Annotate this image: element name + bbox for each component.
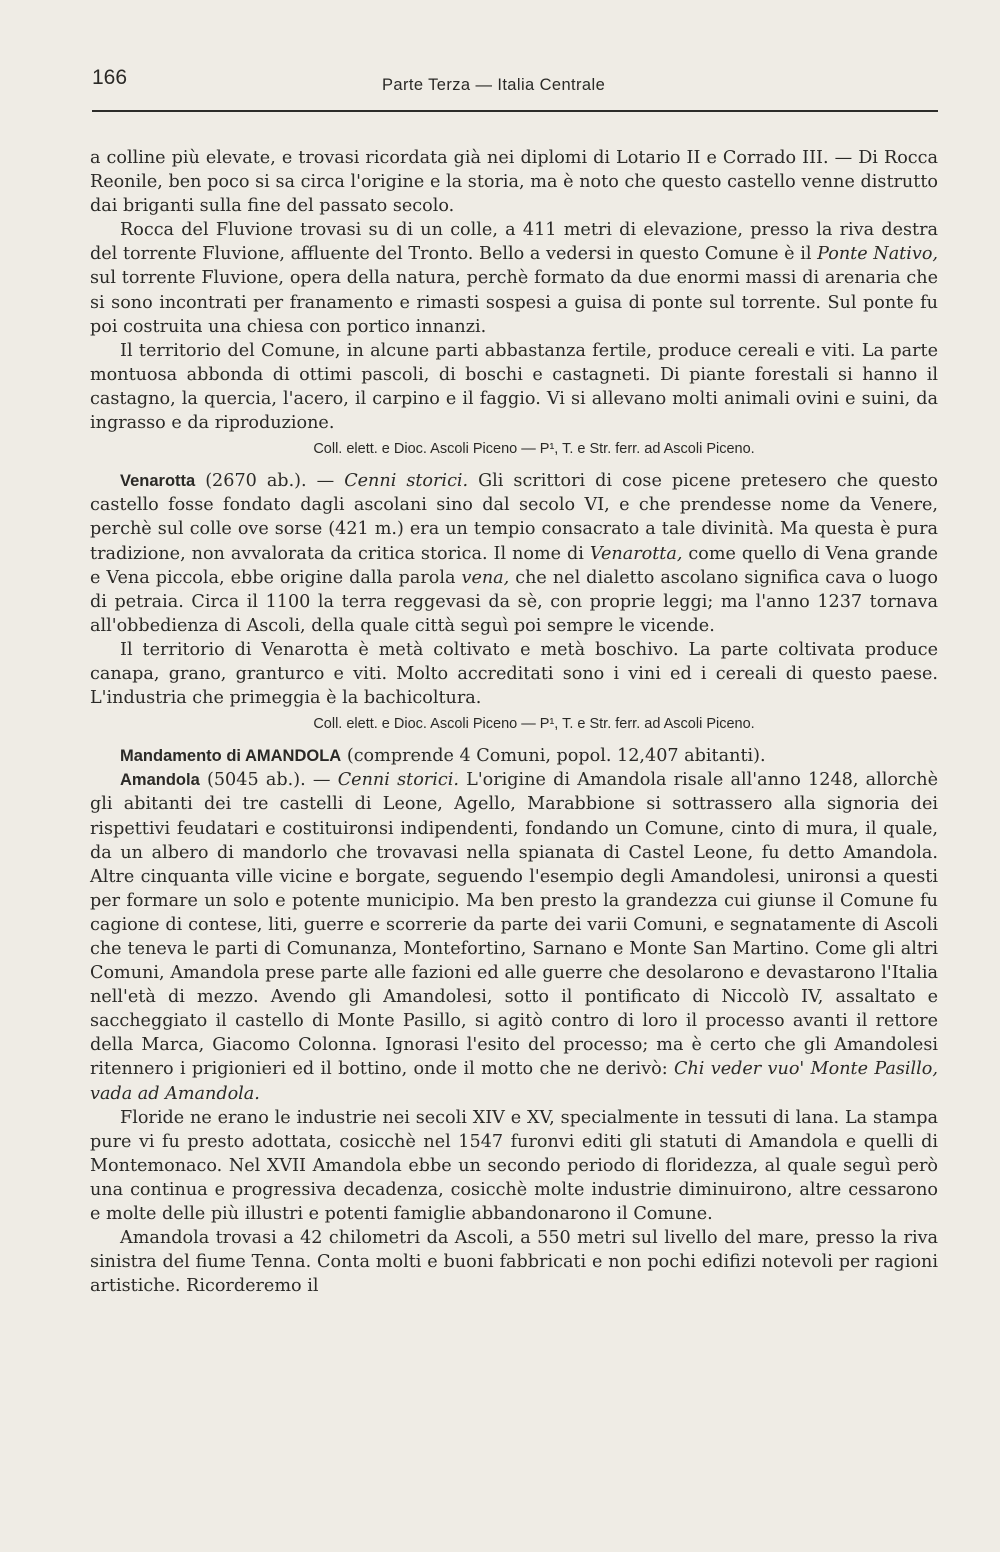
page-number: 166 [92, 66, 128, 89]
body-text [90, 146, 938, 1298]
entry-name-amandola: Amandola [120, 771, 200, 790]
paragraph-rocca-fluvione: Rocca del Fluvione trovasi su di un colle, a 411 metri di elevazione, presso la riva destra del torrente Fluvione, affluente del Tronto. Bello a vedersi in questo Comune è il Ponte Nativo, sul torrente Fluvione, opera della natura, perchè formato da due enormi massi di arenaria che si sono incontrati per franamento e rimasti sospesi a guisa di ponte sul torrente. Sul ponte fu poi costruita una chiesa con portico innanzi. [90, 220, 939, 337]
motto-italic: Chi veder vuo' Monte Pasillo, vada ad Amandola. [90, 1059, 938, 1104]
mandamento-heading: Mandamento di AMANDOLA (comprende 4 Comuni, popol. 12,407 abitanti). [120, 746, 766, 767]
collegio-note-2: Coll. elett. e Dioc. Ascoli Piceno — P¹, T. e Str. ferr. ad Ascoli Piceno. [313, 716, 755, 733]
page-header [92, 66, 938, 100]
collegio-note-1: Coll. elett. e Dioc. Ascoli Piceno — P¹, T. e Str. ferr. ad Ascoli Piceno. [313, 441, 755, 458]
paragraph-rocca-reonile: a colline più elevate, e trovasi ricordata già nei diplomi di Lotario II e Corrado III. — Di Rocca Reonile, ben poco si sa circa l'origine e la storia, ma è noto che questo castello venne distrutto dai briganti sulla fine del passato secolo. [90, 148, 938, 217]
cenni-storici-label: Cenni storici. [344, 471, 469, 492]
paragraph-territorio-rocca: Il territorio del Comune, in alcune parti abbastanza fertile, produce cereali e viti. La parte montuosa abbonda di ottimi pascoli, di boschi e castagneti. Di piante forestali si hanno il castagno, la quercia, l'acero, il carpino e il faggio. Vi si allevano molti animali ovini e suini, da ingrasso e da riproduzione. [90, 340, 938, 434]
entry-name-venarotta: Venarotta [120, 472, 196, 491]
paragraph-territorio-venarotta: Il territorio di Venarotta è metà coltivato e metà boschivo. La parte coltivata produce canapa, grano, granturco e viti. Molto accreditati sono i vini ed i cereali di questo paese. L'industria che primeggia è la bachicoltura. [90, 639, 938, 709]
ponte-nativo-italic: Ponte Nativo, [817, 244, 939, 265]
mandamento-name: AMANDOLA [244, 747, 342, 766]
header-rule [92, 110, 938, 112]
paragraph-amandola-location: Amandola trovasi a 42 chilometri da Ascoli, a 550 metri sul livello del mare, presso la riva sinistra del fiume Tenna. Conta molti e buoni fabbricati e non pochi edifizi notevoli per ragioni artistiche. Ricorderemo il [90, 1228, 938, 1297]
paragraph-venarotta: Venarotta (2670 ab.). — Cenni storici. Gli scrittori di cose picene pretesero che questo castello fosse fondato dagli ascolani sino dal secolo VI, e che prendesse nome da Venere, perchè sul colle ove sorse (421 m.) era un tempio consacrato a tale divinità. Ma questa è pura tradizione, non avvalorata da critica storica. Il nome di Venarotta, come quello di Vena grande e Vena piccola, ebbe origine dalla parola vena, che nel dialetto ascolano significa cava o luogo di petraia. Circa il 1100 la terra reggevasi da sè, con proprie leggi; ma l'anno 1237 tornava all'obbedienza di Ascoli, della quale città seguì poi sempre le vicende. [90, 471, 939, 636]
running-title: Parte Terza — Italia Centrale [382, 76, 606, 94]
cenni-storici-label: Cenni storici. [337, 770, 459, 791]
paragraph-industrie: Floride ne erano le industrie nei secoli XIV e XV, specialmente in tessuti di lana. La stampa pure vi fu presto adottata, cosicchè nel 1547 furonvi editi gli statuti di Amandola e quelli di Montemonaco. Nel XVII Amandola ebbe un secondo periodo di floridezza, al quale seguì però una continua e progressiva decadenza, cosicchè molte industrie diminuirono, altre cessarono e molte delle più illustri e potenti famiglie abbandonarono il Comune. [90, 1107, 938, 1225]
paragraph-amandola: Amandola (5045 ab.). — Cenni storici. L'origine di Amandola risale all'anno 1248, allorchè gli abitanti dei tre castelli di Leone, Agello, Marabbione si sottrassero alla signoria dei rispettivi feudatari e costituironsi indipendenti, fondando un Comune, cinto di mura, il quale, da un albero di mandorlo che trovavasi nella spianata di Castel Leone, fu detto Amandola. Altre cinquanta ville vicine e borgate, seguendo l'esempio degli Amandolesi, unironsi a questi per formare un solo e potente municipio. Ma ben presto la grandezza cui giunse il Comune fu cagione di contese, liti, guerre e scorrerie da parte dei varii Comuni, e segnatamente di Ascoli che teneva le parti di Comunanza, Montefortino, Sarnano e Monte San Martino. Come gli altri Comuni, Amandola prese parte alle fazioni ed alle guerre che desolarono e devastarono l'Italia nell'età di mezzo. Avendo gli Amandolesi, sotto il pontificato di Niccolò IV, assaltato e saccheggiato il castello di Monte Pasillo, si agitò contro di loro il processo avanti il rettore della Marca, Giacomo Colonna. Ignorasi l'esito del processo; ma è certo che gli Amandolesi ritennero i prigionieri ed il bottino, onde il motto che ne derivò: Chi veder vuo' Monte Pasillo, vada ad Amandola. [90, 770, 938, 1104]
